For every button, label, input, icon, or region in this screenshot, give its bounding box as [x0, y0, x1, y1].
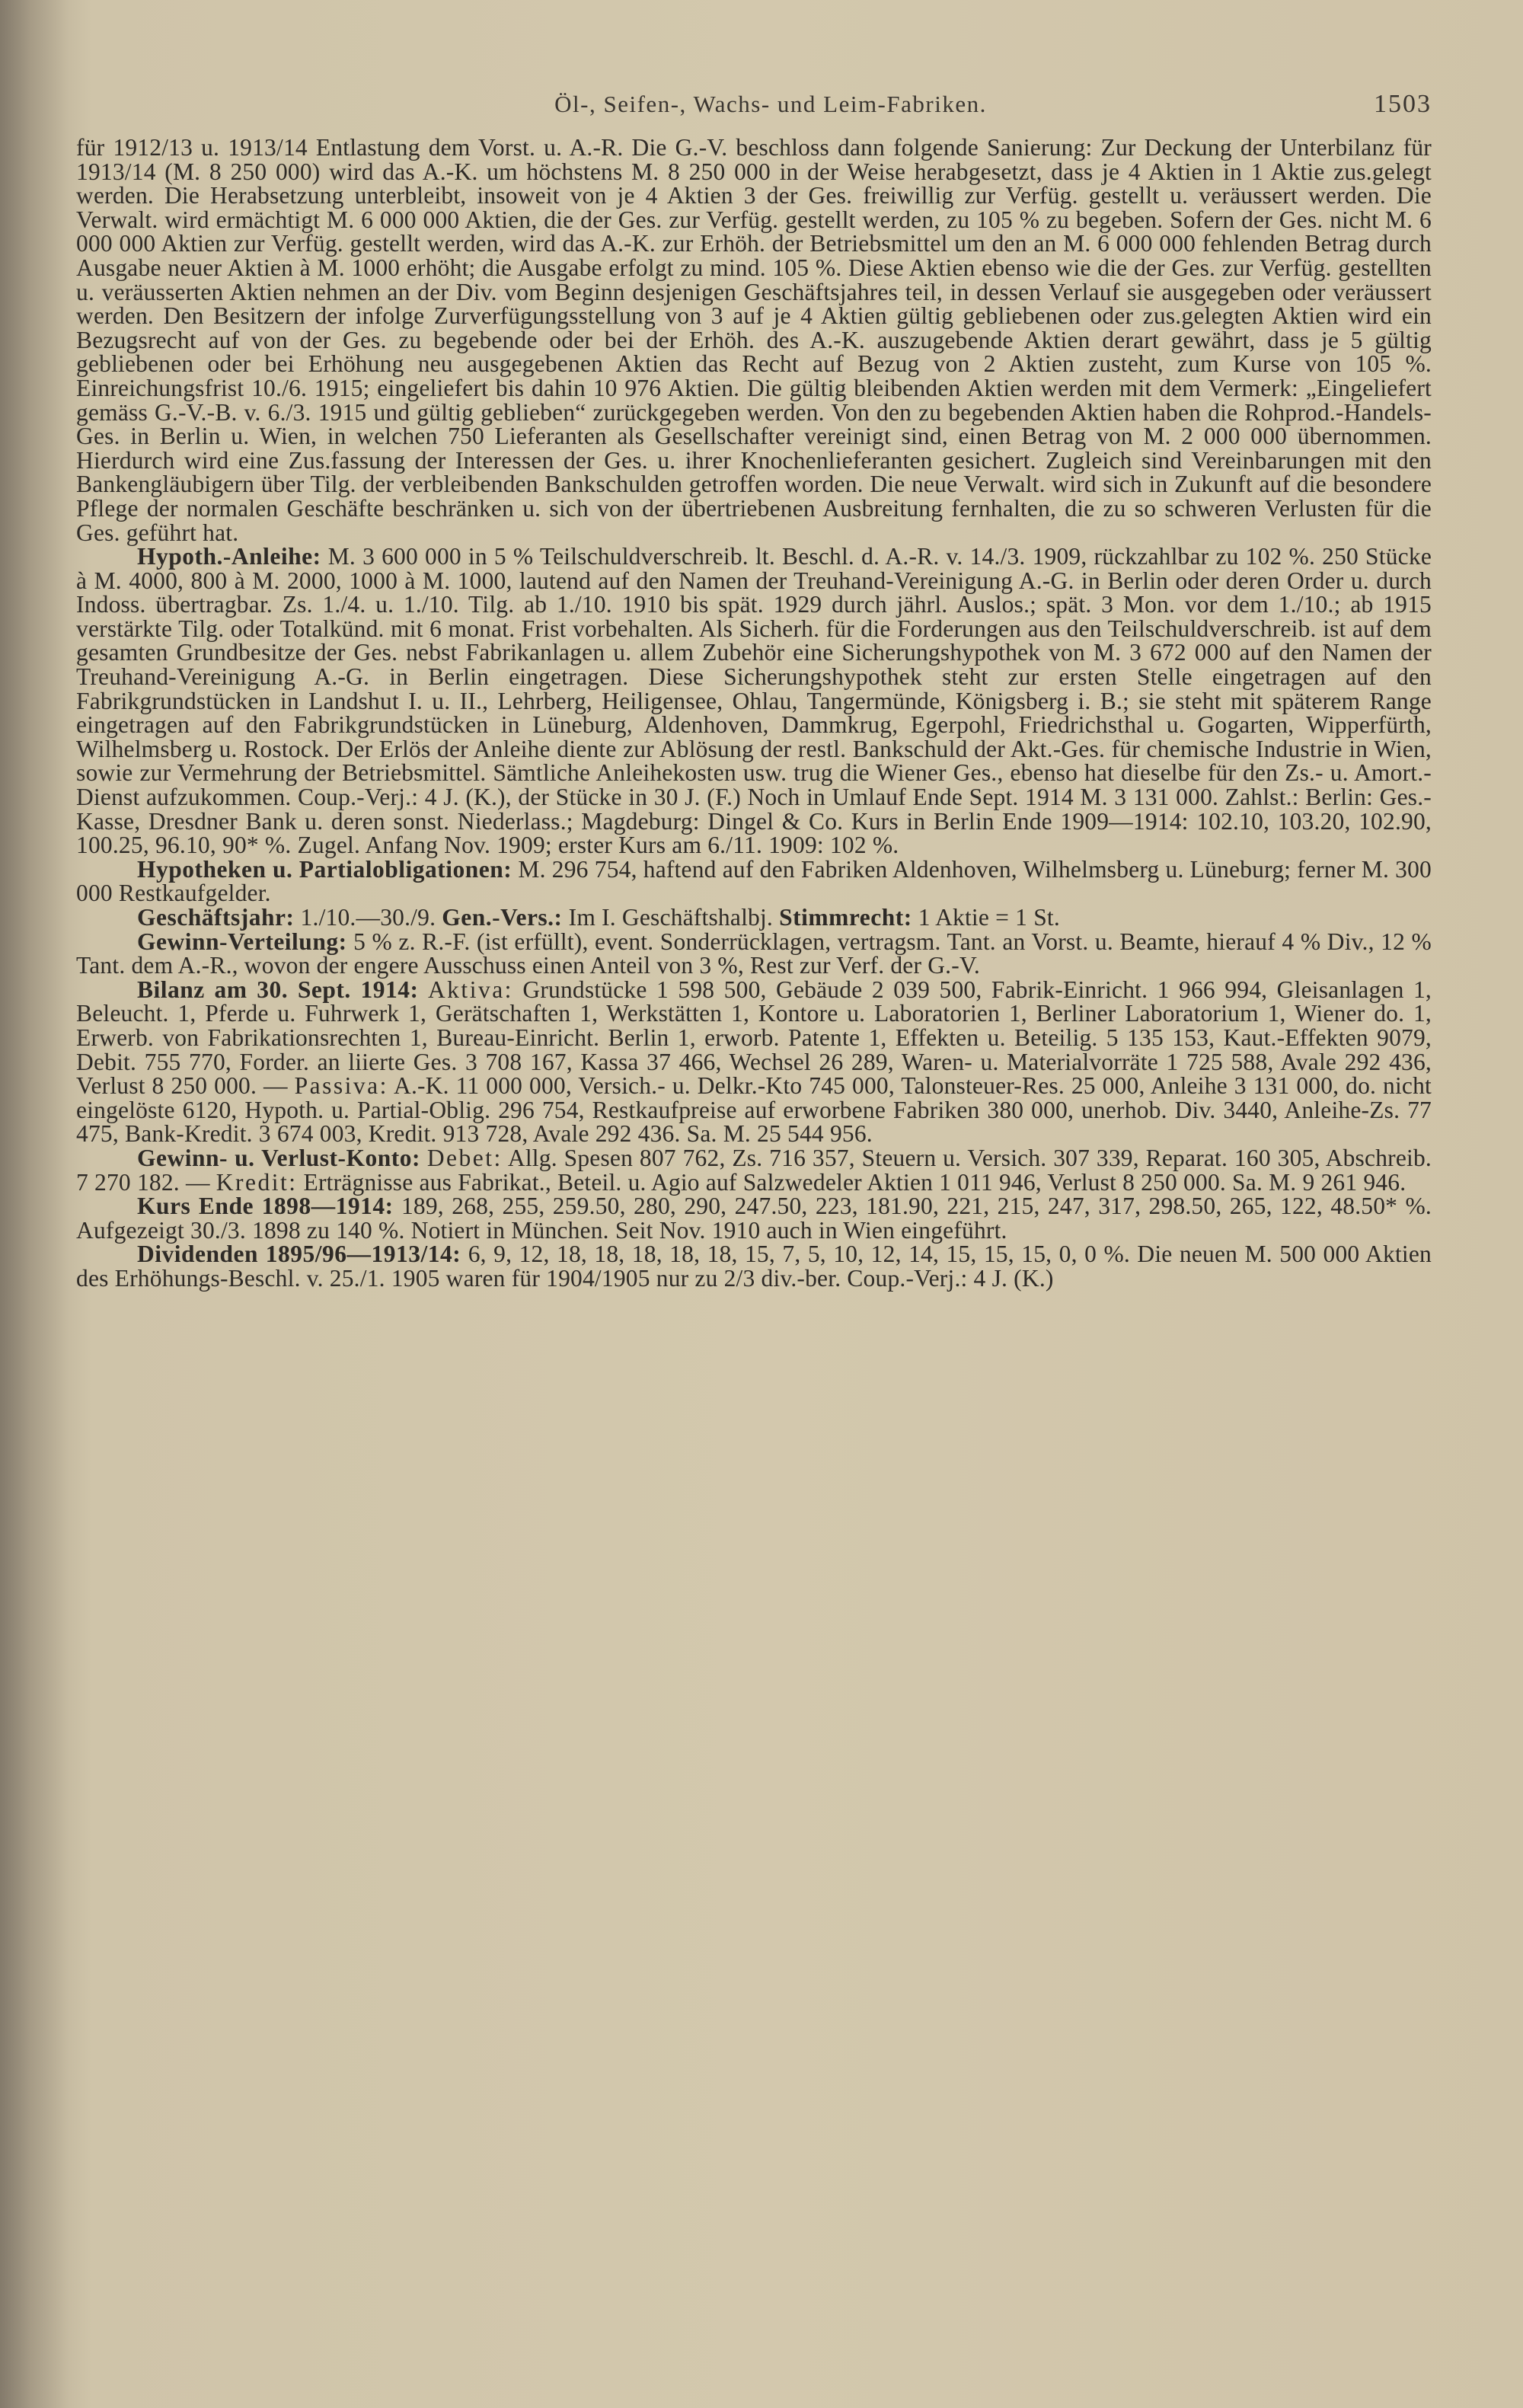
kredit-label: Kredit: — [216, 1168, 298, 1196]
hypotheken-text: M. 296 754, haftend auf den Fabriken Aldenhoven, Wilhelmsberg u. Lüneburg; ferner M. 300 000 Restkaufgelder. — [76, 855, 1432, 907]
aktiva-label: Aktiva: — [427, 976, 513, 1003]
page-edge-shadow — [0, 0, 69, 2408]
geschaeftsjahr-label: Geschäftsjahr: — [137, 904, 295, 931]
debet-label: Debet: — [426, 1144, 503, 1171]
hypotheken-paragraph — [76, 857, 1432, 905]
sanierung-paragraph — [76, 136, 1432, 545]
passiva-label: Passiva: — [294, 1072, 388, 1100]
gewinn-verlust-paragraph — [76, 1146, 1432, 1194]
dividenden-paragraph — [76, 1242, 1432, 1290]
gewinn-verteilung-text: 5 % z. R.-F. (ist erfüllt), event. Sonderrücklagen, vertragsm. Tant. an Vorst. u. Beamte, hierauf 4 % Div., 12 % Tant. dem A.-R., wovon der engere Ausschuss einen Anteil von 3 %, Rest zur Verf. der G.-V. — [76, 928, 1432, 979]
hypotheken-label: Hypotheken u. Partialobligationen: — [137, 855, 512, 883]
dividenden-text: 6, 9, 12, 18, 18, 18, 18, 18, 15, 7, 5, 10, 12, 14, 15, 15, 15, 0, 0 %. Die neuen M. 500 000 Aktien des Erhöhungs-Beschl. v. 25./1. 1905 waren für 1904/1905 nur zu 2/3 div.-ber. Coup.-Verj.: 4 J. (K.) — [76, 1241, 1432, 1292]
kurs-text: 189, 268, 255, 259.50, 280, 290, 247.50, 223, 181.90, 221, 215, 247, 317, 298.50, 265, 122, 48.50* %. Aufgezeigt 30./3. 1898 zu 140 %. Notiert in München. Seit Nov. 1910 auch in Wien eingeführt. — [76, 1193, 1432, 1244]
gewinn-verlust-label: Gewinn- u. Verlust-Konto: — [137, 1144, 420, 1171]
gen-vers-label: Gen.-Vers.: — [442, 904, 563, 931]
gen-vers-text: Im I. Geschäftshalbj. — [568, 904, 773, 931]
kurs-paragraph — [76, 1194, 1432, 1242]
gewinn-verteilung-paragraph — [76, 930, 1432, 978]
geschaeftsjahr-text: 1./10.—30./9. — [300, 904, 436, 931]
passiva-text: A.-K. 11 000 000, Versich.- u. Delkr.-Kto 745 000, Talonsteuer-Res. 25 000, Anleihe 3 131 000, do. nicht eingelöste 6120, Hypoth. u. Partial-Oblig. 296 754, Restkaufpreise auf erworbene Fabriken 380 000, unerhob. Div. 3440, Anleihe-Zs. 77 475, Bank-Kredit. 3 674 003, Kredit. 913 728, Avale 292 436. Sa. M. 25 544 956. — [76, 1072, 1432, 1148]
document-body — [76, 136, 1432, 1291]
sanierung-text: für 1912/13 u. 1913/14 Entlastung dem Vorst. u. A.-R. Die G.-V. beschloss dann folgende Sanierung: Zur Deckung der Unterbilanz für 1913/14 (M. 8 250 000) wird das A.-K. um höchstens M. 8 250 000 in der Weise herabgesetzt, dass je 4 Aktien in 1 Aktie zus.gelegt werden. Die Herabsetzung unterbleibt, insoweit von je 4 Aktien 3 der Ges. freiwillig zur Verfüg. gestellt u. veräussert werden. Die Verwalt. wird ermächtigt M. 6 000 000 Aktien, die der Ges. zur Verfüg. gestellt werden, zu 105 % zu begeben. Sofern der Ges. nicht M. 6 000 000 Aktien zur Verfüg. gestellt werden, wird das A.-K. zur Erhöh. der Betriebsmittel um den an M. 6 000 000 fehlenden Betrag durch Ausgabe neuer Aktien à M. 1000 erhöht; die Ausgabe erfolgt zu mind. 105 %. Diese Aktien ebenso wie die der Ges. zur Verfüg. gestellten u. veräusserten Aktien nehmen an der Div. vom Beginn desjenigen Geschäftsjahres teil, in dessen Verlauf sie ausgegeben oder veräussert werden. Den Besitzern der infolge Zurverfügungsstellung von 3 auf je 4 Aktien gültig gebliebenen oder zus.gelegten Aktien wird ein Bezugsrecht auf von der Ges. zu begebende oder bei der Erhöh. des A.-K. auszugebende Aktien derart gewährt, dass je 5 gültig gebliebenen oder bei Erhöhung neu ausgegebenen Aktien das Recht auf Bezug von 2 Aktien zusteht, zum Kurse von 105 %. Einreichungsfrist 10./6. 1915; eingeliefert bis dahin 10 976 Aktien. Die gültig bleibenden Aktien werden mit dem Vermerk: „Eingeliefert gemäss G.-V.-B. v. 6./3. 1915 und gültig geblieben“ zurückgegeben werden. Von den zu begebenden Aktien haben die Rohprod.-Handels-Ges. in Berlin u. Wien, in welchen 750 Lieferanten als Gesellschafter vereinigt sind, einen Betrag von M. 2 000 000 übernommen. Hierdurch wird eine Zus.fassung der Interessen der Ges. u. ihrer Knochenlieferanten gesichert. Zugleich sind Vereinbarungen mit den Bankengläubigern über Tilg. der verbleibenden Bankschulden getroffen worden. Die neue Verwalt. wird sich in Zukunft auf die besondere Pflege der normalen Geschäfte beschränken u. sich von der übertriebenen Ausbreitung fernhalten, die zu so schweren Verlusten für die Ges. geführt hat. — [76, 134, 1432, 546]
hypoth-anleihe-paragraph — [76, 545, 1432, 857]
stimmrecht-label: Stimmrecht: — [779, 904, 912, 931]
kredit-text: Erträgnisse aus Fabrikat., Beteil. u. Agio auf Salzwedeler Aktien 1 011 946, Verlust 8 250 000. Sa. M. 9 261 946. — [303, 1168, 1406, 1196]
page-header — [76, 90, 1432, 133]
hypoth-anleihe-label: Hypoth.-Anleihe: — [137, 543, 321, 570]
bilanz-label: Bilanz am 30. Sept. 1914: — [137, 976, 419, 1003]
geschaeftsjahr-paragraph — [76, 905, 1432, 930]
debet-text: Allg. Spesen 807 762, Zs. 716 357, Steuern u. Versich. 307 339, Reparat. 160 305, Abschreib. 7 270 182. — — [76, 1144, 1432, 1196]
aktiva-text: Grundstücke 1 598 500, Gebäude 2 039 500, Fabrik-Einricht. 1 966 994, Gleisanlagen 1, Beleucht. 1, Pferde u. Fuhrwerk 1, Gerätschaften 1, Werkstätten 1, Kontore u. Laboratorien 1, Berliner Laboratorium 1, Wiener do. 1, Erwerb. von Fabrikationsrechten 1, Bureau-Einricht. Berlin 1, erworb. Patente 1, Effekten u. Beteilig. 5 135 153, Kaut.-Effekten 9079, Debit. 755 770, Forder. an liierte Ges. 3 708 167, Kassa 37 466, Wechsel 26 289, Waren- u. Materialvorräte 1 725 588, Avale 292 436, Verlust 8 250 000. — — [76, 976, 1432, 1100]
gewinn-verteilung-label: Gewinn-Verteilung: — [137, 928, 347, 955]
page-number: 1503 — [1374, 90, 1432, 118]
document-page — [76, 90, 1432, 1291]
dividenden-label: Dividenden 1895/96—1913/14: — [137, 1241, 461, 1268]
bilanz-paragraph — [76, 978, 1432, 1146]
running-title: Öl-, Seifen-, Wachs- und Leim-Fabriken. — [554, 91, 987, 117]
kurs-label: Kurs Ende 1898—1914: — [137, 1193, 394, 1220]
hypoth-anleihe-text: M. 3 600 000 in 5 % Teilschuldverschreib. lt. Beschl. d. A.-R. v. 14./3. 1909, rückzahlbar zu 102 %. 250 Stücke à M. 4000, 800 à M. 2000, 1000 à M. 1000, lautend auf den Namen der Treuhand-Vereinigung A.-G. in Berlin oder deren Order u. durch Indoss. übertragbar. Zs. 1./4. u. 1./10. Tilg. ab 1./10. 1910 bis spät. 1929 durch jährl. Auslos.; spät. 3 Mon. vor dem 1./10.; ab 1915 verstärkte Tilg. oder Totalkünd. mit 6 monat. Frist vorbehalten. Als Sicherh. für die Forderungen aus den Teilschuldverschreib. ist auf dem gesamten Grundbesitze der Ges. nebst Fabrikanlagen u. allem Zubehör eine Sicherungshypothek von M. 3 672 000 auf den Namen der Treuhand-Vereinigung A.-G. in Berlin eingetragen. Diese Sicherungshypothek steht zur ersten Stelle eingetragen auf den Fabrikgrundstücken in Landshut I. u. II., Lehrberg, Heiligensee, Ohlau, Tangermünde, Königsberg i. B.; sie steht mit späterem Range eingetragen auf den Fabrikgrundstücken in Lüneburg, Aldenhoven, Dammkrug, Egerpohl, Friedrichsthal u. Gogarten, Wipperfürth, Wilhelmsberg u. Rostock. Der Erlös der Anleihe diente zur Ablösung der restl. Bankschuld der Akt.-Ges. für chemische Industrie in Wien, sowie zur Vermehrung der Betriebsmittel. Sämtliche Anleihekosten usw. trug die Wiener Ges., ebenso hat dieselbe für den Zs.- u. Amort.-Dienst aufzukommen. Coup.-Verj.: 4 J. (K.), der Stücke in 30 J. (F.) Noch in Umlauf Ende Sept. 1914 M. 3 131 000. Zahlst.: Berlin: Ges.-Kasse, Dresdner Bank u. deren sonst. Niederlass.; Magdeburg: Dingel & Co. Kurs in Berlin Ende 1909—1914: 102.10, 103.20, 102.90, 100.25, 96.10, 90* %. Zugel. Anfang Nov. 1909; erster Kurs am 6./11. 1909: 102 %. — [76, 543, 1432, 859]
stimmrecht-text: 1 Aktie = 1 St. — [918, 904, 1060, 931]
